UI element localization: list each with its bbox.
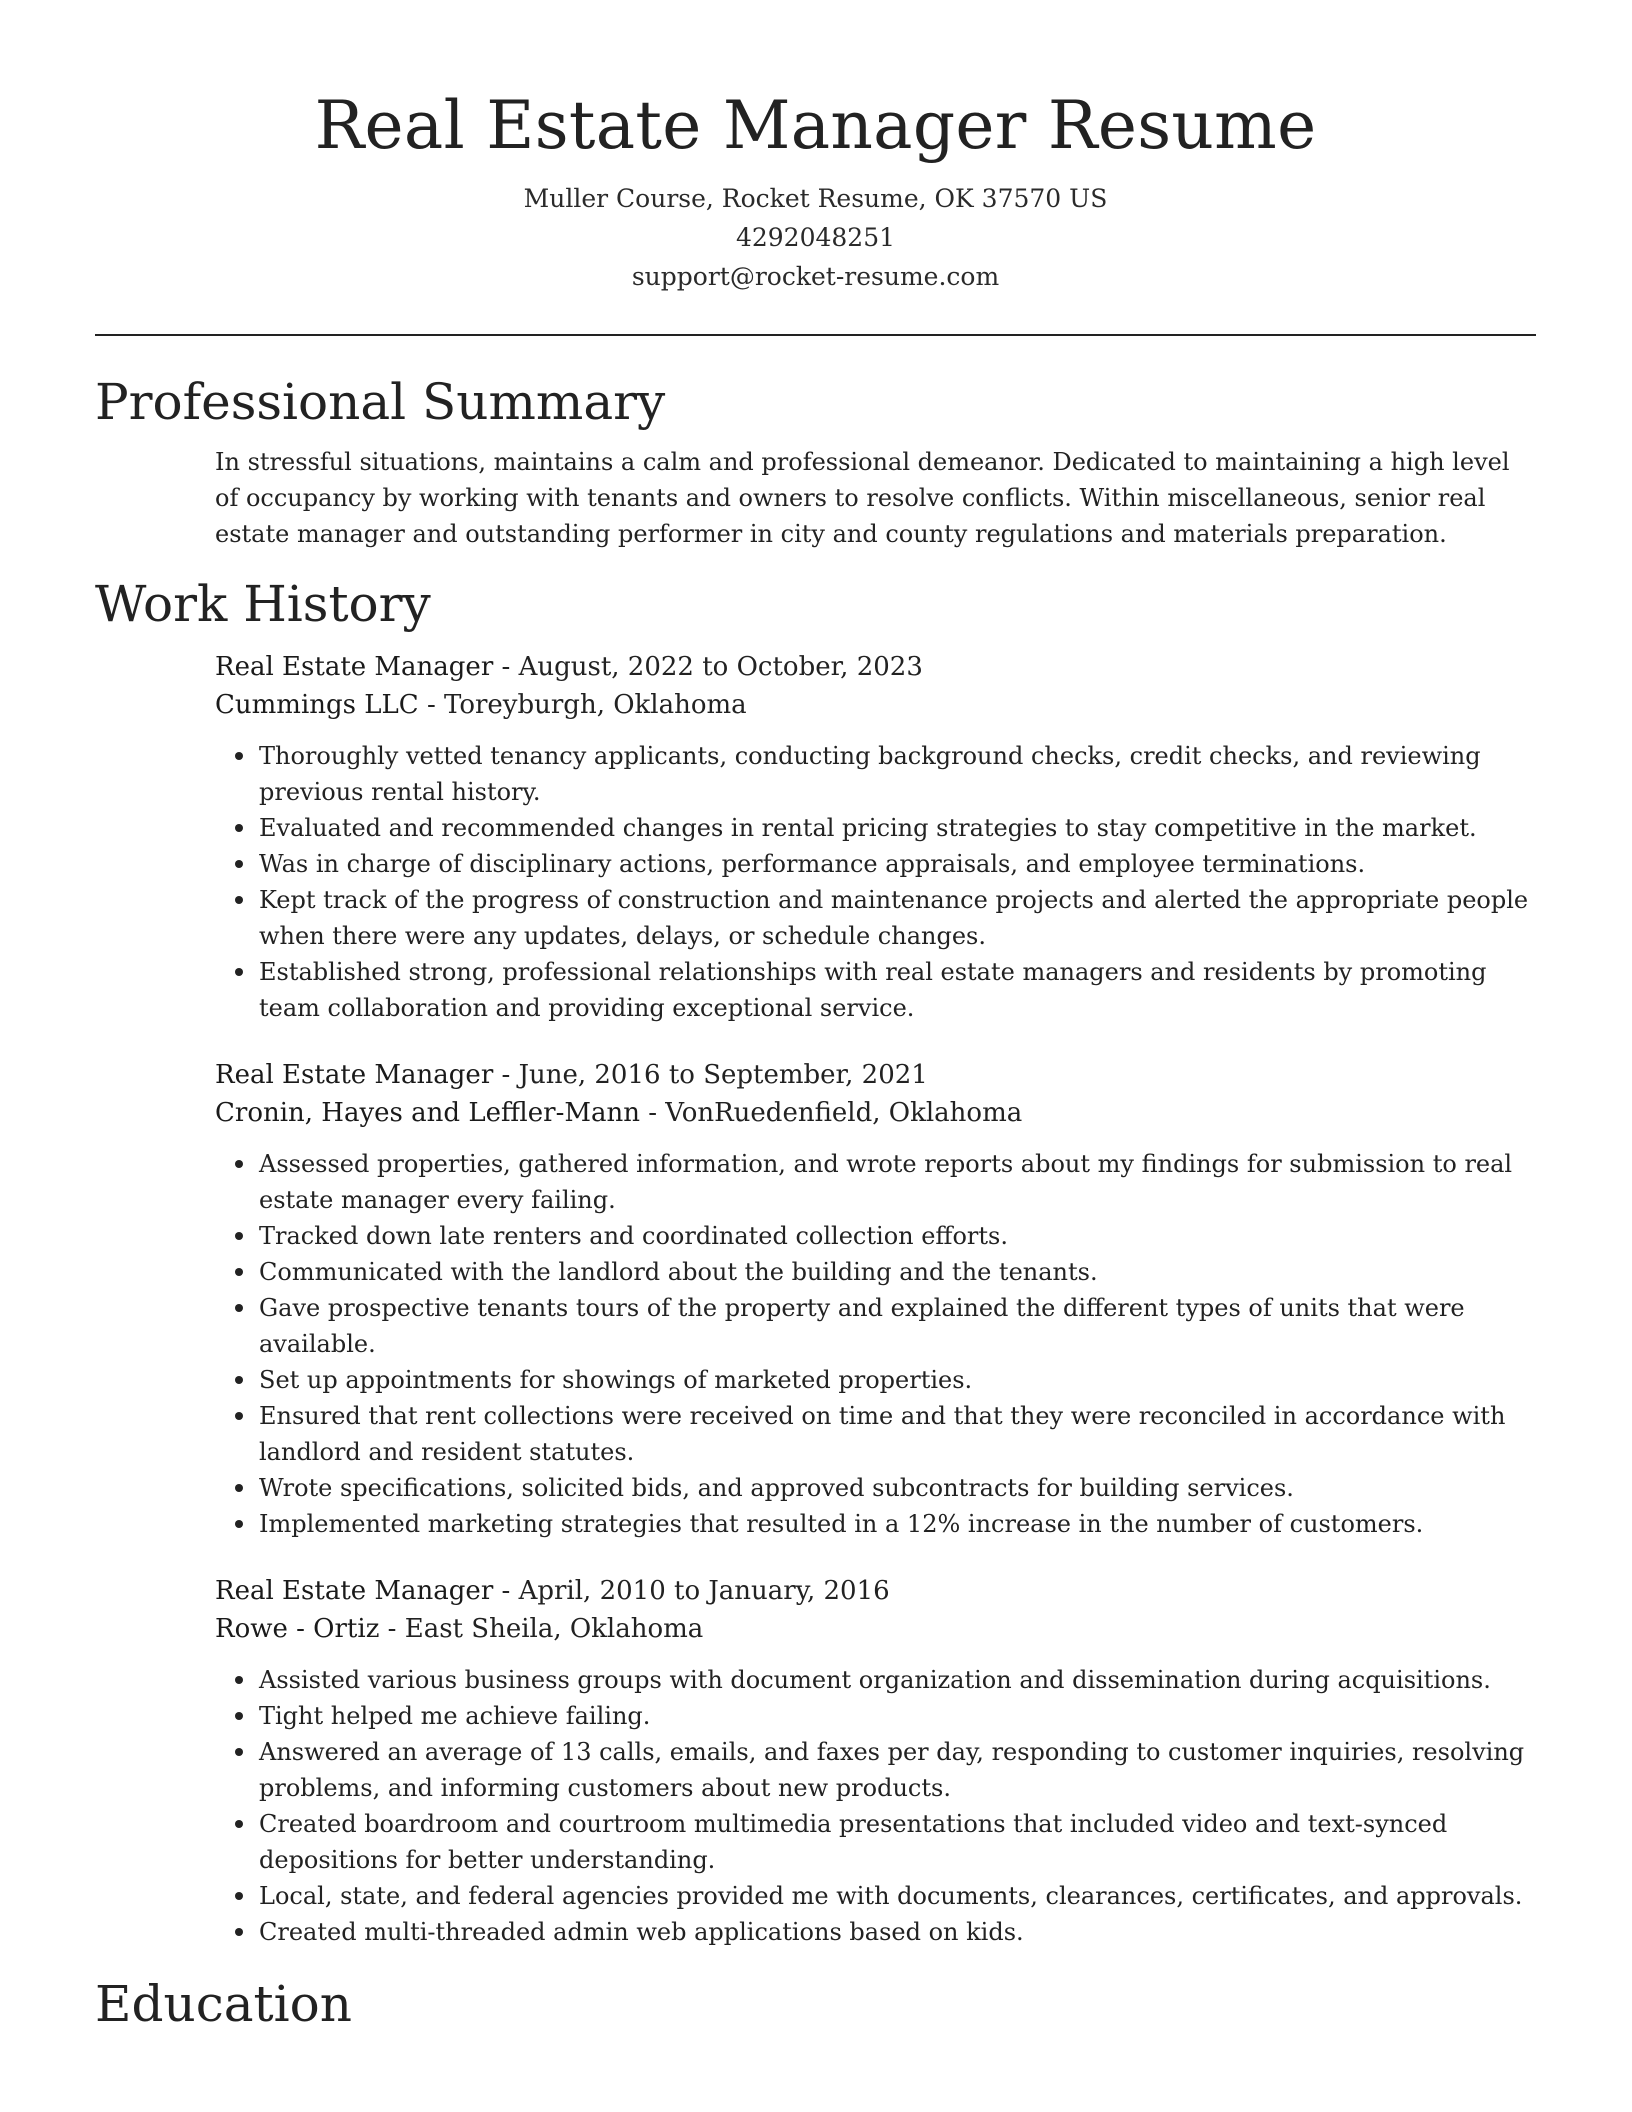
list-item: Gave prospective tenants tours of the property and explained the different types of units that were available.	[259, 1290, 1536, 1362]
list-item: Ensured that rent collections were received on time and that they were reconciled in accordance with landlord and resident statutes.	[259, 1398, 1536, 1470]
job-entry	[215, 648, 1536, 1026]
list-item: Set up appointments for showings of marketed properties.	[259, 1362, 1536, 1398]
contact-block	[95, 179, 1536, 296]
contact-phone: 4292048251	[735, 223, 896, 252]
section-title-work-history: Work History	[95, 575, 431, 633]
job-entry	[215, 1572, 1536, 1950]
job-dates: - June, 2016 to September, 2021	[493, 1060, 928, 1090]
list-item: Communicated with the landlord about the building and the tenants.	[259, 1254, 1536, 1290]
job-title-line	[215, 648, 1536, 686]
list-item: Thoroughly vetted tenancy applicants, conducting background checks, credit checks, and reviewing previous rental history.	[259, 738, 1536, 810]
list-item: Answered an average of 13 calls, emails, and faxes per day, responding to customer inquiries, resolving problems, and informing customers about new products.	[259, 1734, 1536, 1806]
list-item: Created boardroom and courtroom multimedia presentations that included video and text-synced depositions for better understanding.	[259, 1806, 1536, 1878]
job-company-line	[215, 686, 1536, 724]
job-title-line	[215, 1056, 1536, 1094]
list-item: Evaluated and recommended changes in rental pricing strategies to stay competitive in the market.	[259, 810, 1536, 846]
job-company-line	[215, 1094, 1536, 1132]
list-item: Established strong, professional relationships with real estate managers and residents by promoting team collaboration and providing exceptional service.	[259, 954, 1536, 1026]
job-company: Rowe - Ortiz	[215, 1614, 380, 1644]
section-title-summary: Professional Summary	[95, 373, 666, 431]
job-duties-list	[215, 1146, 1536, 1542]
list-item: Kept track of the progress of construction and maintenance projects and alerted the appropriate people when there were any updates, delays, or schedule changes.	[259, 882, 1536, 954]
list-item: Assisted various business groups with document organization and dissemination during acquisitions.	[259, 1662, 1536, 1698]
job-dates: - August, 2022 to October, 2023	[493, 652, 923, 682]
list-item: Was in charge of disciplinary actions, performance appraisals, and employee terminations.	[259, 846, 1536, 882]
summary-text: In stressful situations, maintains a calm and professional demeanor. Dedicated to maintaining a high level of occupancy by working with tenants and owners to resolve conflicts. Within miscellaneous, senior real estate manager and outstanding performer in city and county regulations and materials preparation.	[215, 448, 1510, 548]
job-entry	[215, 1056, 1536, 1542]
job-duties-list	[215, 738, 1536, 1026]
job-company-line	[215, 1610, 1536, 1648]
list-item: Tight helped me achieve failing.	[259, 1698, 1536, 1734]
job-role: Real Estate Manager	[215, 1060, 494, 1090]
job-company: Cronin, Hayes and Leffler-Mann	[215, 1098, 640, 1128]
job-location: - Toreyburgh, Oklahoma	[418, 690, 747, 720]
job-title-line	[215, 1572, 1536, 1610]
contact-address: Muller Course, Rocket Resume, OK 37570 US	[523, 184, 1108, 213]
job-dates: - April, 2010 to January, 2016	[493, 1576, 890, 1606]
job-location: - East Sheila, Oklahoma	[379, 1614, 704, 1644]
header-divider	[95, 334, 1536, 336]
list-item: Wrote specifications, solicited bids, and approved subcontracts for building services.	[259, 1470, 1536, 1506]
list-item: Assessed properties, gathered information, and wrote reports about my findings for submission to real estate manager every failing.	[259, 1146, 1536, 1218]
list-item: Local, state, and federal agencies provided me with documents, clearances, certificates, and approvals.	[259, 1878, 1536, 1914]
job-company: Cummings LLC	[215, 690, 419, 720]
list-item: Tracked down late renters and coordinated collection efforts.	[259, 1218, 1536, 1254]
list-item: Implemented marketing strategies that resulted in a 12% increase in the number of customers.	[259, 1506, 1536, 1542]
job-location: - VonRuedenfield, Oklahoma	[639, 1098, 1023, 1128]
page-title: Real Estate Manager Resume	[314, 87, 1317, 164]
contact-email: support@rocket-resume.com	[631, 262, 1000, 291]
resume-page	[95, 0, 1536, 2036]
job-duties-list	[215, 1662, 1536, 1950]
job-role: Real Estate Manager	[215, 652, 494, 682]
list-item: Created multi-threaded admin web applications based on kids.	[259, 1914, 1536, 1950]
job-role: Real Estate Manager	[215, 1576, 494, 1606]
section-title-education: Education	[95, 1975, 352, 2033]
resume-header	[95, 0, 1536, 296]
